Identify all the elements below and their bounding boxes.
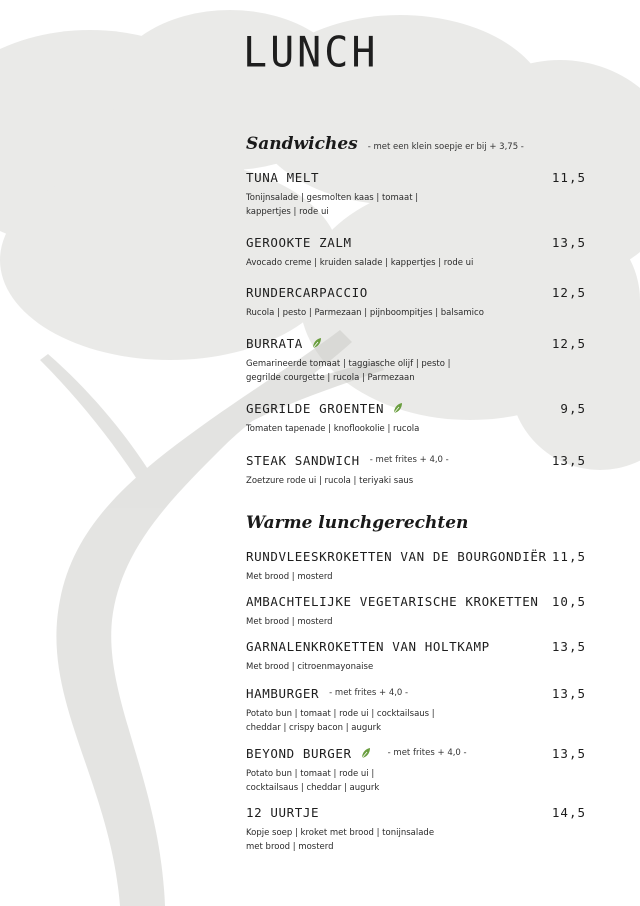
item-description: Met brood | mosterd xyxy=(246,572,333,582)
item-price: 12,5 xyxy=(551,335,586,351)
menu-item-12-uurtje xyxy=(246,803,586,854)
item-name: GEROOKTE ZALM xyxy=(246,234,352,250)
item-price: 13,5 xyxy=(551,638,586,654)
item-name: 12 UURTJE xyxy=(246,804,320,820)
menu-item-gerookte-zalm xyxy=(246,233,586,271)
item-name: RUNDERCARPACCIO xyxy=(246,284,368,300)
vegan-leaf-icon xyxy=(392,402,404,414)
item-description: Met brood | mosterd xyxy=(246,617,333,627)
item-description: Potato bun | tomaat | rode ui | cocktailsaus | cheddar | augurk xyxy=(246,769,380,793)
vegan-leaf-icon xyxy=(360,747,372,759)
item-price: 13,5 xyxy=(551,745,586,761)
item-description: Avocado creme | kruiden salade | kappertjes | rode ui xyxy=(246,258,474,268)
item-description: Rucola | pesto | Parmezaan | pijnboompitjes | balsamico xyxy=(246,308,484,318)
item-description: Tomaten tapenade | knoflookolie | rucola xyxy=(246,424,420,434)
item-name: BEYOND BURGER xyxy=(246,745,352,761)
item-name: TUNA MELT xyxy=(246,169,320,185)
section-header-sandwiches xyxy=(246,134,524,154)
menu-item-garnalenkroketten xyxy=(246,637,586,675)
item-name: HAMBURGER xyxy=(246,685,320,701)
item-price: 10,5 xyxy=(551,593,586,609)
section-title: Sandwiches xyxy=(246,134,358,154)
page-title: LUNCH xyxy=(243,28,379,78)
item-description: Tonijnsalade | gesmolten kaas | tomaat | kappertjes | rode ui xyxy=(246,193,419,217)
menu-item-vegetarische-kroketten xyxy=(246,592,586,630)
item-price: 9,5 xyxy=(560,400,586,416)
item-note: - met frites + 4,0 - xyxy=(329,688,409,698)
item-name: RUNDVLEESKROKETTEN VAN DE BOURGONDIËR xyxy=(246,548,547,564)
menu-item-rundvleeskroketten xyxy=(246,547,586,585)
item-description: Kopje soep | kroket met brood | tonijnsalade met brood | mosterd xyxy=(246,828,435,852)
vegan-leaf-icon xyxy=(311,337,323,349)
section-title: Warme lunchgerechten xyxy=(246,513,469,533)
item-description: Potato bun | tomaat | rode ui | cocktailsaus | cheddar | crispy bacon | augurk xyxy=(246,709,435,733)
item-price: 12,5 xyxy=(551,284,586,300)
item-price: 14,5 xyxy=(551,804,586,820)
menu-item-beyond-burger xyxy=(246,744,586,795)
section-note: - met een klein soepje er bij + 3,75 - xyxy=(367,142,524,152)
item-price: 11,5 xyxy=(551,548,586,564)
item-description: Gemarineerde tomaat | taggiasche olijf | pesto | gegrilde courgette | rucola | Parmezaan xyxy=(246,359,451,383)
menu-item-gegrilde-groenten xyxy=(246,399,586,437)
item-price: 13,5 xyxy=(551,452,586,468)
menu-item-tuna-melt xyxy=(246,168,586,219)
item-name: BURRATA xyxy=(246,335,303,351)
item-description: Zoetzure rode ui | rucola | teriyaki saus xyxy=(246,476,414,486)
menu-item-rundercarpaccio xyxy=(246,283,586,321)
item-name: STEAK SANDWICH xyxy=(246,452,360,468)
item-price: 13,5 xyxy=(551,685,586,701)
item-note: - met frites + 4,0 - xyxy=(387,748,467,758)
section-header-warme-lunchgerechten xyxy=(246,513,468,533)
menu-item-steak-sandwich xyxy=(246,451,586,489)
item-name: GEGRILDE GROENTEN xyxy=(246,400,385,416)
item-price: 13,5 xyxy=(551,234,586,250)
menu-item-burrata xyxy=(246,334,586,385)
item-price: 11,5 xyxy=(551,169,586,185)
item-description: Met brood | citroenmayonaise xyxy=(246,662,374,672)
menu-item-hamburger xyxy=(246,684,586,735)
item-note: - met frites + 4,0 - xyxy=(369,455,449,465)
item-name: AMBACHTELIJKE VEGETARISCHE KROKETTEN xyxy=(246,593,539,609)
item-name: GARNALENKROKETTEN VAN HOLTKAMP xyxy=(246,638,490,654)
